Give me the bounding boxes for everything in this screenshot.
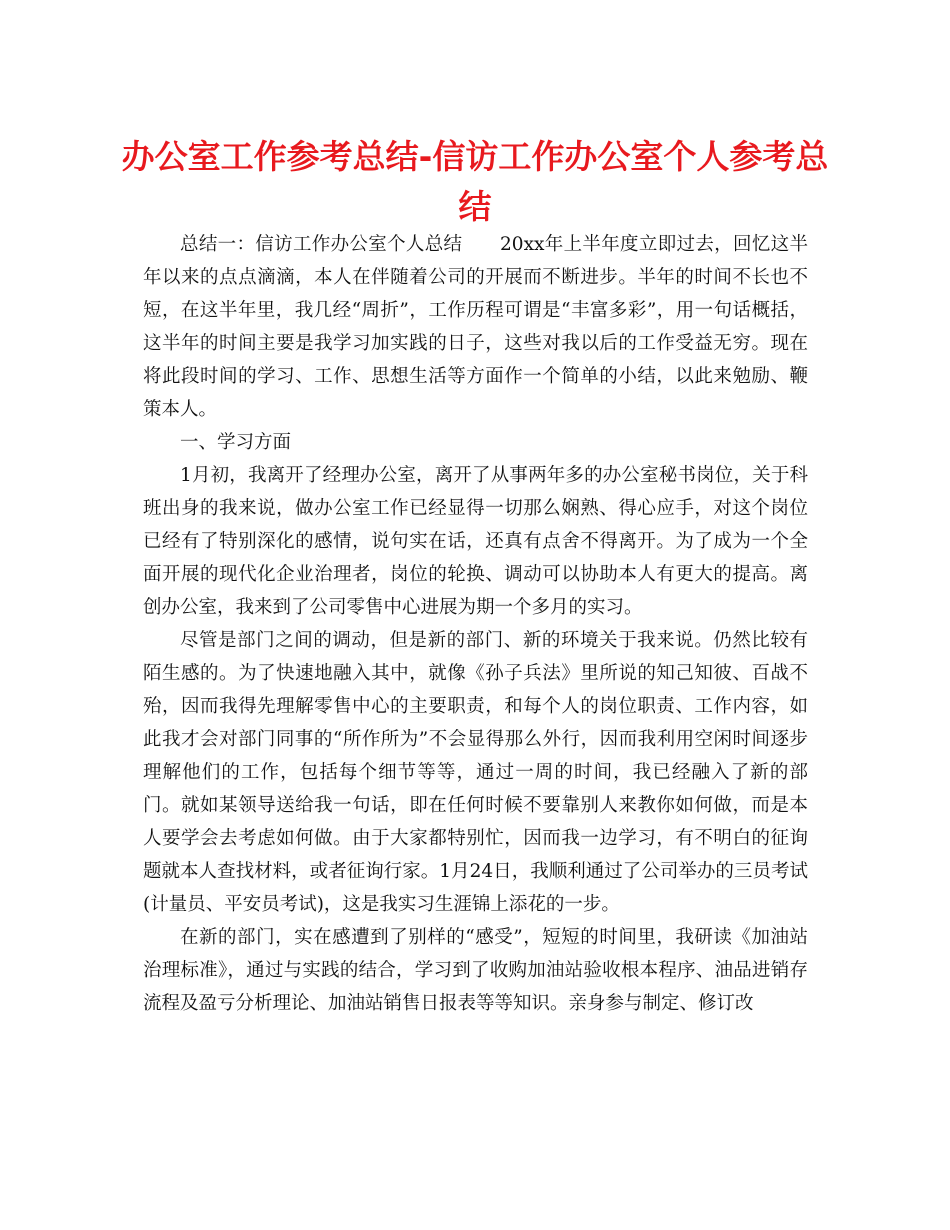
paragraph-summary-intro: 总结一：信访工作办公室个人总结 20xx年上半年度立即过去，回忆这半年以来的点点滴滴，本人在伴随着公司的开展而不断进步。半年的时间不长也不短，在这半年里，我几经“周折”，工作历程可谓是“丰富多彩”，用一句话概括，这半年的时间主要是我学习加实践的日子，这些对我以后的工作受益无穷。现在将此段时间的学习、工作、思想生活等方面作一个简单的小结，以此来勉励、鞭策本人。	[143, 234, 808, 420]
paragraph-new-experience: 在新的部门，实在感遭到了别样的“感受”，短短的时间里，我研读《加油站治理标准》，通过与实践的结合，学习到了收购加油站验收根本程序、油品进销存流程及盈亏分析理论、加油站销售日报表等等知识。亲身参与制定、修订改	[143, 927, 808, 1014]
paragraph-new-department: 尽管是部门之间的调动，但是新的部门、新的环境关于我来说。仍然比较有陌生感的。为了快速地融入其中，就像《孙子兵法》里所说的知己知彼、百战不殆，因而我得先理解零售中心的主要职责，和每个人的岗位职责、工作内容，如此我才会对部门同事的“所作所为”不会显得那么外行，因而我利用空闲时间逐步理解他们的工作，包括每个细节等等，通过一周的时间，我已经融入了新的部门。就如某领导送给我一句话，即在任何时候不要靠别人来教你如何做，而是本人要学会去考虑如何做。由于大家都特别忙，因而我一边学习，有不明白的征询题就本人查找材料，或者征询行家。1月24日，我顺利通过了公司举办的三员考试(计量员、平安员考试)，这是我实习生涯锦上添花的一步。	[143, 630, 808, 915]
document-title: 办公室工作参考总结-信访工作办公室个人参考总结	[121, 137, 829, 226]
paragraph-job-transfer: 1月初，我离开了经理办公室，离开了从事两年多的办公室秘书岗位，关于科班出身的我来说，做办公室工作已经显得一切那么娴熟、得心应手，对这个岗位已经有了特别深化的感情，说句实在话，还真有点舍不得离开。为了成为一个全面开展的现代化企业治理者，岗位的轮换、调动可以协助本人有更大的提高。离创办公室，我来到了公司零售中心进展为期一个多月的实习。	[143, 465, 808, 618]
document-body	[143, 228, 808, 1020]
section-heading-study: 一、学习方面	[180, 432, 292, 453]
